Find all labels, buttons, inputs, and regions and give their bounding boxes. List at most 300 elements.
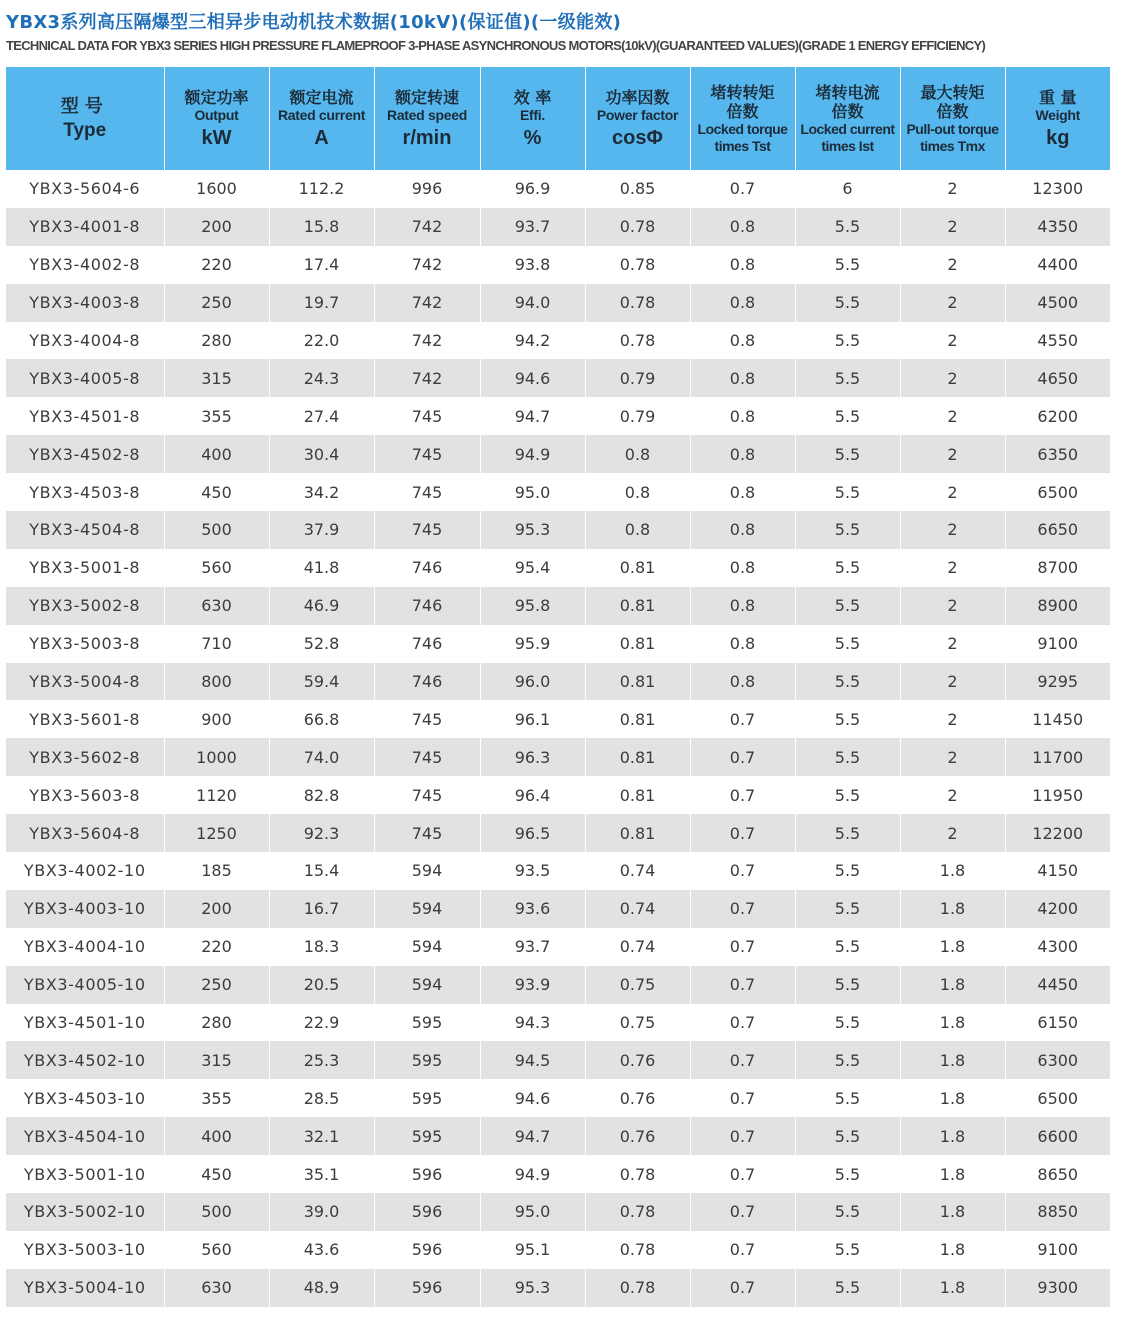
weight-cell: 9100 (1005, 625, 1110, 663)
type-cell: YBX3-5604-8 (6, 814, 164, 852)
output-cell: 800 (164, 663, 269, 701)
locked-torque-cell: 0.7 (690, 966, 795, 1004)
output-cell: 500 (164, 511, 269, 549)
pullout-torque-cell: 2 (900, 549, 1005, 587)
weight-cell: 4400 (1005, 246, 1110, 284)
current-cell: 28.5 (269, 1079, 374, 1117)
header-pullout-torque-cn1: 最大转矩 (920, 82, 985, 102)
output-cell: 250 (164, 284, 269, 322)
power-factor-cell: 0.74 (585, 852, 690, 890)
current-cell: 35.1 (269, 1155, 374, 1193)
current-cell: 74.0 (269, 738, 374, 776)
output-cell: 280 (164, 322, 269, 360)
header-pullout-torque-cn2: 倍数 (936, 101, 969, 121)
table-row (6, 246, 1110, 284)
header-efficiency-unit: % (523, 126, 542, 149)
type-cell: YBX3-5601-8 (6, 700, 164, 738)
pullout-torque-cell: 1.8 (900, 966, 1005, 1004)
efficiency-cell: 94.6 (480, 1079, 585, 1117)
weight-cell: 11700 (1005, 738, 1110, 776)
header-locked-torque-cn1: 堵转转矩 (710, 82, 775, 102)
power-factor-cell: 0.78 (585, 284, 690, 322)
pullout-torque-cell: 2 (900, 700, 1005, 738)
locked-current-cell: 5.5 (795, 473, 900, 511)
locked-current-cell: 5.5 (795, 738, 900, 776)
current-cell: 25.3 (269, 1041, 374, 1079)
current-cell: 37.9 (269, 511, 374, 549)
table-row (6, 1269, 1110, 1307)
locked-torque-cell: 0.7 (690, 890, 795, 928)
locked-current-cell: 5.5 (795, 1269, 900, 1307)
type-cell: YBX3-4503-10 (6, 1079, 164, 1117)
table-row (6, 359, 1110, 397)
current-cell: 112.2 (269, 170, 374, 208)
power-factor-cell: 0.81 (585, 700, 690, 738)
weight-cell: 12300 (1005, 170, 1110, 208)
weight-cell: 4350 (1005, 208, 1110, 246)
type-cell: YBX3-5001-8 (6, 549, 164, 587)
header-efficiency-cn: 效 率 (513, 87, 552, 107)
header-type (6, 67, 164, 170)
power-factor-cell: 0.81 (585, 776, 690, 814)
output-cell: 355 (164, 1079, 269, 1117)
pullout-torque-cell: 1.8 (900, 890, 1005, 928)
locked-torque-cell: 0.7 (690, 1155, 795, 1193)
pullout-torque-cell: 1.8 (900, 1079, 1005, 1117)
type-cell: YBX3-4501-8 (6, 397, 164, 435)
type-cell: YBX3-5001-10 (6, 1155, 164, 1193)
locked-current-cell: 5.5 (795, 511, 900, 549)
speed-cell: 745 (374, 473, 480, 511)
output-cell: 450 (164, 1155, 269, 1193)
pullout-torque-cell: 1.8 (900, 1004, 1005, 1042)
header-current (269, 67, 374, 170)
header-pullout-torque (900, 67, 1005, 170)
current-cell: 15.4 (269, 852, 374, 890)
power-factor-cell: 0.75 (585, 966, 690, 1004)
header-efficiency-en: Effi. (520, 106, 545, 123)
efficiency-cell: 94.7 (480, 1117, 585, 1155)
efficiency-cell: 94.3 (480, 1004, 585, 1042)
speed-cell: 596 (374, 1155, 480, 1193)
output-cell: 560 (164, 549, 269, 587)
table-row (6, 587, 1110, 625)
type-cell: YBX3-4503-8 (6, 473, 164, 511)
locked-current-cell: 5.5 (795, 587, 900, 625)
speed-cell: 745 (374, 511, 480, 549)
weight-cell: 8900 (1005, 587, 1110, 625)
power-factor-cell: 0.74 (585, 890, 690, 928)
pullout-torque-cell: 2 (900, 359, 1005, 397)
header-weight (1005, 67, 1110, 170)
weight-cell: 6200 (1005, 397, 1110, 435)
table-header-row (6, 67, 1110, 170)
current-cell: 82.8 (269, 776, 374, 814)
pullout-torque-cell: 2 (900, 814, 1005, 852)
current-cell: 27.4 (269, 397, 374, 435)
weight-cell: 6350 (1005, 435, 1110, 473)
current-cell: 17.4 (269, 246, 374, 284)
pullout-torque-cell: 1.8 (900, 1117, 1005, 1155)
power-factor-cell: 0.75 (585, 1004, 690, 1042)
table-row (6, 852, 1110, 890)
table-row (6, 284, 1110, 322)
header-speed-en: Rated speed (387, 106, 467, 123)
header-locked-torque-en1: Locked torque (697, 120, 788, 137)
output-cell: 200 (164, 890, 269, 928)
speed-cell: 746 (374, 587, 480, 625)
efficiency-cell: 95.0 (480, 473, 585, 511)
locked-torque-cell: 0.8 (690, 587, 795, 625)
weight-cell: 6600 (1005, 1117, 1110, 1155)
page-subtitle: TECHNICAL DATA FOR YBX3 SERIES HIGH PRESSURE FLAMEPROOF 3-PHASE ASYNCHRONOUS MOTORS(10kV)(GUARANTEED VALUES)(GRADE 1 ENERGY EFFICIENCY) (6, 38, 986, 53)
type-cell: YBX3-4005-10 (6, 966, 164, 1004)
locked-current-cell: 5.5 (795, 435, 900, 473)
power-factor-cell: 0.78 (585, 1193, 690, 1231)
locked-torque-cell: 0.7 (690, 700, 795, 738)
locked-torque-cell: 0.7 (690, 1231, 795, 1269)
output-cell: 630 (164, 587, 269, 625)
header-efficiency (480, 67, 585, 170)
header-power-factor-en: Power factor (596, 106, 679, 123)
weight-cell: 4650 (1005, 359, 1110, 397)
type-cell: YBX3-5003-10 (6, 1231, 164, 1269)
efficiency-cell: 93.5 (480, 852, 585, 890)
header-locked-current-en1: Locked current (800, 120, 895, 137)
locked-current-cell: 5.5 (795, 1193, 900, 1231)
output-cell: 220 (164, 246, 269, 284)
locked-torque-cell: 0.7 (690, 1004, 795, 1042)
efficiency-cell: 93.6 (480, 890, 585, 928)
current-cell: 15.8 (269, 208, 374, 246)
efficiency-cell: 94.0 (480, 284, 585, 322)
power-factor-cell: 0.78 (585, 322, 690, 360)
header-locked-torque-cn2: 倍数 (726, 101, 759, 121)
table-row (6, 322, 1110, 360)
efficiency-cell: 95.3 (480, 511, 585, 549)
output-cell: 220 (164, 928, 269, 966)
table-row (6, 1004, 1110, 1042)
current-cell: 22.9 (269, 1004, 374, 1042)
power-factor-cell: 0.81 (585, 663, 690, 701)
technical-data-table (6, 67, 1110, 1307)
locked-torque-cell: 0.8 (690, 473, 795, 511)
efficiency-cell: 95.8 (480, 587, 585, 625)
pullout-torque-cell: 1.8 (900, 1041, 1005, 1079)
pullout-torque-cell: 1.8 (900, 1231, 1005, 1269)
locked-torque-cell: 0.7 (690, 738, 795, 776)
weight-cell: 11950 (1005, 776, 1110, 814)
output-cell: 1000 (164, 738, 269, 776)
speed-cell: 745 (374, 700, 480, 738)
table-row (6, 1231, 1110, 1269)
locked-current-cell: 5.5 (795, 549, 900, 587)
type-cell: YBX3-5002-10 (6, 1193, 164, 1231)
locked-current-cell: 5.5 (795, 322, 900, 360)
type-cell: YBX3-4003-10 (6, 890, 164, 928)
speed-cell: 596 (374, 1231, 480, 1269)
efficiency-cell: 93.9 (480, 966, 585, 1004)
table-row (6, 928, 1110, 966)
locked-current-cell: 5.5 (795, 284, 900, 322)
efficiency-cell: 95.0 (480, 1193, 585, 1231)
output-cell: 1120 (164, 776, 269, 814)
weight-cell: 6300 (1005, 1041, 1110, 1079)
power-factor-cell: 0.76 (585, 1041, 690, 1079)
pullout-torque-cell: 2 (900, 587, 1005, 625)
header-current-cn: 额定电流 (289, 87, 354, 107)
weight-cell: 6150 (1005, 1004, 1110, 1042)
table-row (6, 170, 1110, 208)
pullout-torque-cell: 1.8 (900, 1155, 1005, 1193)
weight-cell: 4300 (1005, 928, 1110, 966)
speed-cell: 742 (374, 208, 480, 246)
speed-cell: 595 (374, 1117, 480, 1155)
locked-torque-cell: 0.7 (690, 814, 795, 852)
page-title: YBX3系列高压隔爆型三相异步电动机技术数据(10kV)(保证值)(一级能效) (6, 12, 622, 33)
speed-cell: 745 (374, 776, 480, 814)
type-cell: YBX3-4005-8 (6, 359, 164, 397)
locked-current-cell: 5.5 (795, 663, 900, 701)
header-pullout-torque-en2: times Tmx (920, 137, 985, 154)
table-row (6, 397, 1110, 435)
header-power-factor (585, 67, 690, 170)
pullout-torque-cell: 1.8 (900, 928, 1005, 966)
output-cell: 315 (164, 359, 269, 397)
weight-cell: 9295 (1005, 663, 1110, 701)
header-current-en: Rated current (277, 106, 366, 123)
header-locked-current (795, 67, 900, 170)
type-cell: YBX3-4004-10 (6, 928, 164, 966)
power-factor-cell: 0.85 (585, 170, 690, 208)
locked-current-cell: 5.5 (795, 890, 900, 928)
power-factor-cell: 0.81 (585, 814, 690, 852)
header-output-cn: 额定功率 (184, 87, 249, 107)
efficiency-cell: 95.1 (480, 1231, 585, 1269)
efficiency-cell: 94.9 (480, 1155, 585, 1193)
efficiency-cell: 96.3 (480, 738, 585, 776)
speed-cell: 742 (374, 246, 480, 284)
current-cell: 19.7 (269, 284, 374, 322)
table-row (6, 1041, 1110, 1079)
weight-cell: 8850 (1005, 1193, 1110, 1231)
efficiency-cell: 93.7 (480, 928, 585, 966)
header-speed-unit: r/min (402, 126, 452, 149)
locked-current-cell: 5.5 (795, 397, 900, 435)
table-row (6, 663, 1110, 701)
efficiency-cell: 96.0 (480, 663, 585, 701)
weight-cell: 4450 (1005, 966, 1110, 1004)
type-cell: YBX3-4502-10 (6, 1041, 164, 1079)
efficiency-cell: 95.4 (480, 549, 585, 587)
locked-torque-cell: 0.7 (690, 776, 795, 814)
locked-current-cell: 6 (795, 170, 900, 208)
header-speed-cn: 额定转速 (394, 87, 459, 107)
current-cell: 41.8 (269, 549, 374, 587)
pullout-torque-cell: 2 (900, 246, 1005, 284)
speed-cell: 594 (374, 890, 480, 928)
table-row (6, 435, 1110, 473)
pullout-torque-cell: 2 (900, 397, 1005, 435)
pullout-torque-cell: 2 (900, 435, 1005, 473)
table-row (6, 814, 1110, 852)
table-row (6, 890, 1110, 928)
locked-current-cell: 5.5 (795, 776, 900, 814)
efficiency-cell: 94.6 (480, 359, 585, 397)
pullout-torque-cell: 2 (900, 170, 1005, 208)
table-row (6, 1117, 1110, 1155)
type-cell: YBX3-4501-10 (6, 1004, 164, 1042)
table-row (6, 1155, 1110, 1193)
speed-cell: 745 (374, 738, 480, 776)
header-type-cn: 型号 (60, 95, 109, 117)
header-power-factor-unit: cosΦ (612, 126, 663, 149)
locked-current-cell: 5.5 (795, 700, 900, 738)
weight-cell: 4150 (1005, 852, 1110, 890)
table-row (6, 1193, 1110, 1231)
output-cell: 400 (164, 435, 269, 473)
weight-cell: 12200 (1005, 814, 1110, 852)
header-output-en: Output (194, 106, 239, 123)
current-cell: 59.4 (269, 663, 374, 701)
type-cell: YBX3-5604-6 (6, 170, 164, 208)
speed-cell: 745 (374, 397, 480, 435)
output-cell: 1600 (164, 170, 269, 208)
header-power-factor-cn: 功率因数 (605, 87, 670, 107)
type-cell: YBX3-5603-8 (6, 776, 164, 814)
current-cell: 52.8 (269, 625, 374, 663)
table-row (6, 738, 1110, 776)
pullout-torque-cell: 2 (900, 511, 1005, 549)
output-cell: 250 (164, 966, 269, 1004)
table-row (6, 1079, 1110, 1117)
locked-current-cell: 5.5 (795, 246, 900, 284)
locked-torque-cell: 0.7 (690, 928, 795, 966)
table-row (6, 966, 1110, 1004)
header-speed (374, 67, 480, 170)
table-row (6, 549, 1110, 587)
power-factor-cell: 0.81 (585, 625, 690, 663)
power-factor-cell: 0.8 (585, 435, 690, 473)
speed-cell: 745 (374, 435, 480, 473)
efficiency-cell: 96.9 (480, 170, 585, 208)
efficiency-cell: 95.3 (480, 1269, 585, 1307)
weight-cell: 4200 (1005, 890, 1110, 928)
power-factor-cell: 0.78 (585, 1269, 690, 1307)
speed-cell: 595 (374, 1079, 480, 1117)
current-cell: 20.5 (269, 966, 374, 1004)
weight-cell: 6500 (1005, 473, 1110, 511)
current-cell: 32.1 (269, 1117, 374, 1155)
type-cell: YBX3-4003-8 (6, 284, 164, 322)
power-factor-cell: 0.74 (585, 928, 690, 966)
pullout-torque-cell: 2 (900, 776, 1005, 814)
locked-torque-cell: 0.8 (690, 322, 795, 360)
weight-cell: 9300 (1005, 1269, 1110, 1307)
header-weight-unit: kg (1046, 126, 1070, 149)
speed-cell: 594 (374, 966, 480, 1004)
header-type-en: Type (63, 119, 107, 141)
header-locked-current-cn1: 堵转电流 (815, 82, 880, 102)
efficiency-cell: 93.7 (480, 208, 585, 246)
power-factor-cell: 0.78 (585, 1155, 690, 1193)
power-factor-cell: 0.8 (585, 511, 690, 549)
output-cell: 710 (164, 625, 269, 663)
speed-cell: 746 (374, 625, 480, 663)
efficiency-cell: 96.1 (480, 700, 585, 738)
pullout-torque-cell: 1.8 (900, 852, 1005, 890)
table-row (6, 700, 1110, 738)
pullout-torque-cell: 2 (900, 663, 1005, 701)
type-cell: YBX3-5003-8 (6, 625, 164, 663)
locked-torque-cell: 0.7 (690, 1079, 795, 1117)
locked-current-cell: 5.5 (795, 1155, 900, 1193)
speed-cell: 595 (374, 1004, 480, 1042)
weight-cell: 4550 (1005, 322, 1110, 360)
locked-current-cell: 5.5 (795, 1079, 900, 1117)
output-cell: 560 (164, 1231, 269, 1269)
locked-current-cell: 5.5 (795, 1004, 900, 1042)
weight-cell: 11450 (1005, 700, 1110, 738)
header-weight-en: Weight (1035, 106, 1081, 123)
output-cell: 450 (164, 473, 269, 511)
weight-cell: 8650 (1005, 1155, 1110, 1193)
locked-current-cell: 5.5 (795, 852, 900, 890)
weight-cell: 8700 (1005, 549, 1110, 587)
power-factor-cell: 0.78 (585, 208, 690, 246)
weight-cell: 6650 (1005, 511, 1110, 549)
pullout-torque-cell: 2 (900, 322, 1005, 360)
locked-torque-cell: 0.8 (690, 549, 795, 587)
type-cell: YBX3-4001-8 (6, 208, 164, 246)
header-locked-current-en2: times Ist (821, 137, 874, 154)
output-cell: 315 (164, 1041, 269, 1079)
speed-cell: 742 (374, 284, 480, 322)
current-cell: 30.4 (269, 435, 374, 473)
type-cell: YBX3-4002-8 (6, 246, 164, 284)
current-cell: 66.8 (269, 700, 374, 738)
table-body (6, 170, 1110, 1307)
header-locked-current-cn2: 倍数 (831, 101, 864, 121)
type-cell: YBX3-5004-8 (6, 663, 164, 701)
pullout-torque-cell: 2 (900, 473, 1005, 511)
weight-cell: 4500 (1005, 284, 1110, 322)
header-locked-torque (690, 67, 795, 170)
output-cell: 500 (164, 1193, 269, 1231)
current-cell: 16.7 (269, 890, 374, 928)
header-locked-torque-en2: times Tst (714, 137, 771, 154)
current-cell: 92.3 (269, 814, 374, 852)
speed-cell: 746 (374, 549, 480, 587)
locked-current-cell: 5.5 (795, 814, 900, 852)
output-cell: 1250 (164, 814, 269, 852)
efficiency-cell: 94.7 (480, 397, 585, 435)
locked-torque-cell: 0.8 (690, 511, 795, 549)
locked-torque-cell: 0.8 (690, 284, 795, 322)
efficiency-cell: 94.9 (480, 435, 585, 473)
speed-cell: 596 (374, 1193, 480, 1231)
current-cell: 24.3 (269, 359, 374, 397)
locked-torque-cell: 0.7 (690, 852, 795, 890)
type-cell: YBX3-4504-10 (6, 1117, 164, 1155)
speed-cell: 742 (374, 359, 480, 397)
speed-cell: 596 (374, 1269, 480, 1307)
power-factor-cell: 0.76 (585, 1117, 690, 1155)
locked-torque-cell: 0.8 (690, 663, 795, 701)
table-row (6, 776, 1110, 814)
locked-current-cell: 5.5 (795, 208, 900, 246)
output-cell: 355 (164, 397, 269, 435)
